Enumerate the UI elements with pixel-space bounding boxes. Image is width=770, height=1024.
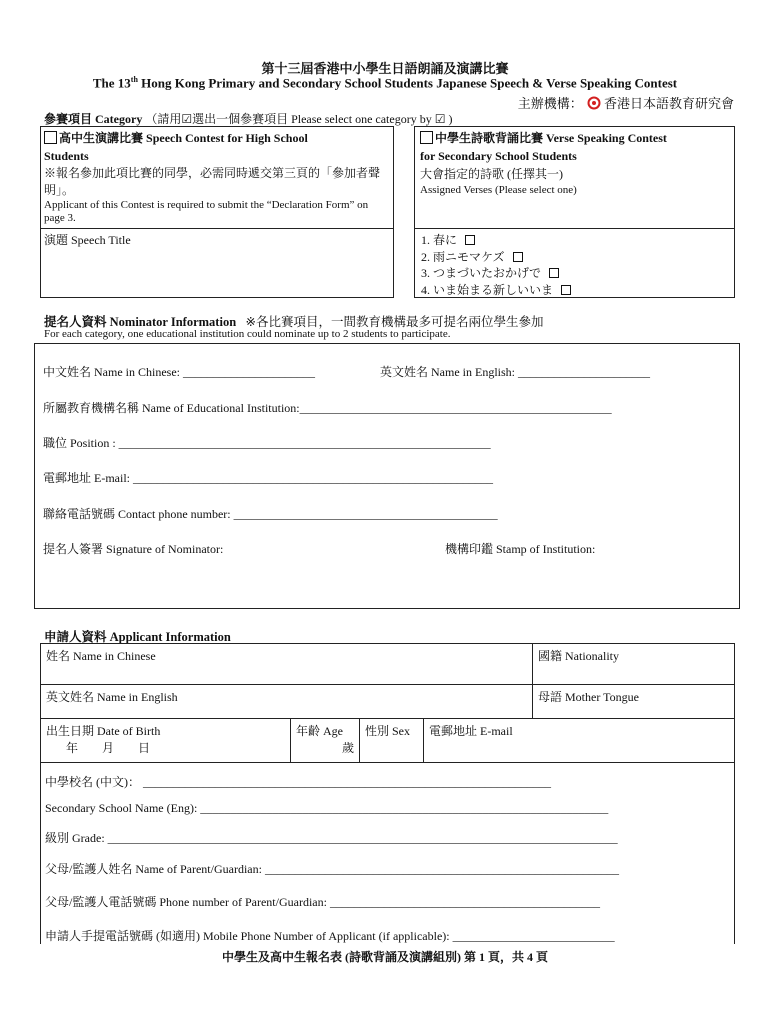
verse-title-zh: 中學生詩歌背誦比賽 bbox=[435, 131, 544, 145]
applicant-mother-tongue-field[interactable] bbox=[532, 684, 735, 719]
applicant-email-label: 電郵地址 E-mail bbox=[429, 724, 513, 738]
nominator-phone-field[interactable]: 聯絡電話號碼 Contact phone number: ____________________________________________ bbox=[43, 507, 498, 521]
applicant-email-field[interactable] bbox=[423, 718, 735, 763]
applicant-nationality-field[interactable] bbox=[532, 643, 735, 685]
verse-list-box bbox=[414, 228, 735, 298]
nominator-institution-field[interactable]: 所屬教育機構名稱 Name of Educational Institution:____________________________________________________ bbox=[43, 401, 612, 415]
applicant-name-en-label: 英文姓名 Name in English bbox=[46, 690, 178, 704]
nominator-subnote: For each category, one educational institution could nominate up to 2 students to participate. bbox=[44, 328, 451, 340]
applicant-mobile-field[interactable]: 申請人手提電話號碼 (如適用) Mobile Phone Number of Applicant (if applicable): ___________________________ bbox=[45, 929, 615, 943]
verse-contest-title bbox=[420, 129, 732, 147]
verse-checkbox[interactable] bbox=[561, 285, 571, 295]
applicant-dob-label: 出生日期 Date of Birth bbox=[46, 724, 161, 738]
applicant-name-en-field[interactable] bbox=[40, 684, 533, 719]
applicant-sex-field[interactable] bbox=[359, 718, 424, 763]
verse-checkbox[interactable] bbox=[465, 235, 475, 245]
nominator-name-en-field[interactable]: 英文姓名 Name in English: ______________________ bbox=[380, 365, 650, 379]
applicant-nationality-label: 國籍 Nationality bbox=[538, 649, 619, 663]
applicant-mother-tongue-label: 母語 Mother Tongue bbox=[538, 690, 639, 704]
applicant-name-zh-field[interactable] bbox=[40, 643, 533, 685]
speech-contest-title bbox=[44, 129, 389, 147]
parent-phone-field[interactable]: 父母/監護人電話號碼 Phone number of Parent/Guardian: _____________________________________________ bbox=[45, 895, 600, 909]
organizer-name: 香港日本語教育研究會 bbox=[603, 96, 734, 111]
applicant-school-zh-field[interactable]: 中學校名 (中文)： ____________________________________________________________________ bbox=[45, 775, 551, 789]
applicant-details-box bbox=[40, 762, 735, 944]
title-en-suffix: Hong Kong Primary and Secondary School Students Japanese Speech & Verse Speaking Contest bbox=[137, 75, 678, 91]
applicant-dob-field[interactable] bbox=[40, 718, 291, 763]
organizer-label: 主辦機構： bbox=[517, 96, 583, 111]
speech-title-zh: 高中生演講比賽 bbox=[59, 131, 144, 145]
verse-option[interactable]: 2. 雨ニモマケズ bbox=[421, 249, 571, 266]
speech-title-box[interactable] bbox=[40, 228, 394, 298]
speech-title-en-2: Students bbox=[44, 149, 89, 163]
nominator-signature-field[interactable]: 提名人簽署 Signature of Nominator: bbox=[43, 542, 224, 556]
nominator-heading-zh: 提名人資料 bbox=[44, 315, 107, 329]
applicant-age-unit: 歲 bbox=[341, 741, 354, 755]
applicant-dob-parts: 年 月 日 bbox=[66, 741, 151, 755]
verse-option[interactable]: 3. つまづいたおかげで bbox=[421, 265, 571, 282]
verse-option[interactable]: 1. 春に bbox=[421, 232, 571, 249]
verse-assigned-zh: 大會指定的詩歌 (任擇其一) bbox=[420, 167, 563, 181]
applicant-age-label: 年齡 Age bbox=[296, 724, 343, 738]
verse-title-en: Verse Speaking Contest bbox=[543, 131, 667, 145]
applicant-grade-field[interactable]: 級別 Grade: _____________________________________________________________________________________ bbox=[45, 831, 618, 845]
verse-checkbox[interactable] bbox=[513, 252, 523, 262]
nominator-email-field[interactable]: 電郵地址 E-mail: ____________________________________________________________ bbox=[43, 471, 493, 485]
nominator-box bbox=[34, 343, 740, 609]
verse-assigned-en: Assigned Verses (Please select one) bbox=[420, 184, 577, 196]
form-title-zh: 第十三屆香港中小學生日語朗誦及演講比賽 bbox=[261, 61, 509, 76]
verse-contest-box bbox=[414, 126, 735, 229]
verse-checkbox[interactable] bbox=[549, 268, 559, 278]
title-en-ordinal: th bbox=[130, 75, 138, 84]
parent-name-field[interactable]: 父母/監護人姓名 Name of Parent/Guardian: ___________________________________________________________ bbox=[45, 862, 619, 876]
category-heading-en: Category bbox=[92, 112, 143, 126]
organizer bbox=[518, 93, 734, 112]
speech-contest-box bbox=[40, 126, 394, 229]
applicant-age-field[interactable] bbox=[290, 718, 360, 763]
applicant-heading-zh: 申請人資料 bbox=[44, 630, 107, 644]
verse-contest-checkbox[interactable] bbox=[420, 131, 433, 144]
applicant-sex-label: 性別 Sex bbox=[365, 724, 411, 738]
nominator-position-field[interactable]: 職位 Position : ______________________________________________________________ bbox=[43, 436, 491, 450]
organizer-logo-icon bbox=[586, 96, 602, 110]
speech-note-en: Applicant of this Contest is required to submit the “Declaration Form” on page 3. bbox=[44, 199, 369, 224]
page-footer: 中學生及高中生報名表 (詩歌背誦及演講組別) 第 1 頁，共 4 頁 bbox=[222, 950, 548, 964]
category-heading-zh: 參賽項目 bbox=[44, 112, 93, 126]
speech-note-zh: ※報名參加此項比賽的同學，必需同時遞交第三頁的「參加者聲明」。 bbox=[44, 166, 381, 197]
category-heading bbox=[44, 110, 452, 127]
nominator-name-zh-field[interactable]: 中文姓名 Name in Chinese: ______________________ bbox=[43, 365, 315, 379]
form-title-en bbox=[0, 75, 770, 91]
nominator-heading-en: Nominator Information bbox=[106, 315, 237, 329]
category-heading-note: （請用☑選出一個參賽項目 Please select one category by ☑ ) bbox=[145, 112, 453, 126]
speech-title-en: Speech Contest for High School bbox=[143, 131, 308, 145]
applicant-name-zh-label: 姓名 Name in Chinese bbox=[46, 649, 156, 663]
applicant-heading-en: Applicant Information bbox=[106, 630, 231, 644]
nominator-heading-note: ※各比賽項目，一間教育機構最多可提名兩位學生參加 bbox=[245, 315, 544, 329]
speech-contest-checkbox[interactable] bbox=[44, 131, 57, 144]
speech-title-label: 演題 Speech Title bbox=[44, 233, 131, 247]
verse-title-en-2: for Secondary School Students bbox=[420, 149, 577, 163]
title-en-prefix: The 13 bbox=[92, 75, 131, 91]
institution-stamp-field[interactable]: 機構印鑑 Stamp of Institution: bbox=[445, 542, 596, 556]
verse-option[interactable]: 4. いま始まる新しいいま bbox=[421, 282, 571, 299]
applicant-school-en-field[interactable]: Secondary School Name (Eng): ____________________________________________________________________ bbox=[45, 801, 609, 815]
